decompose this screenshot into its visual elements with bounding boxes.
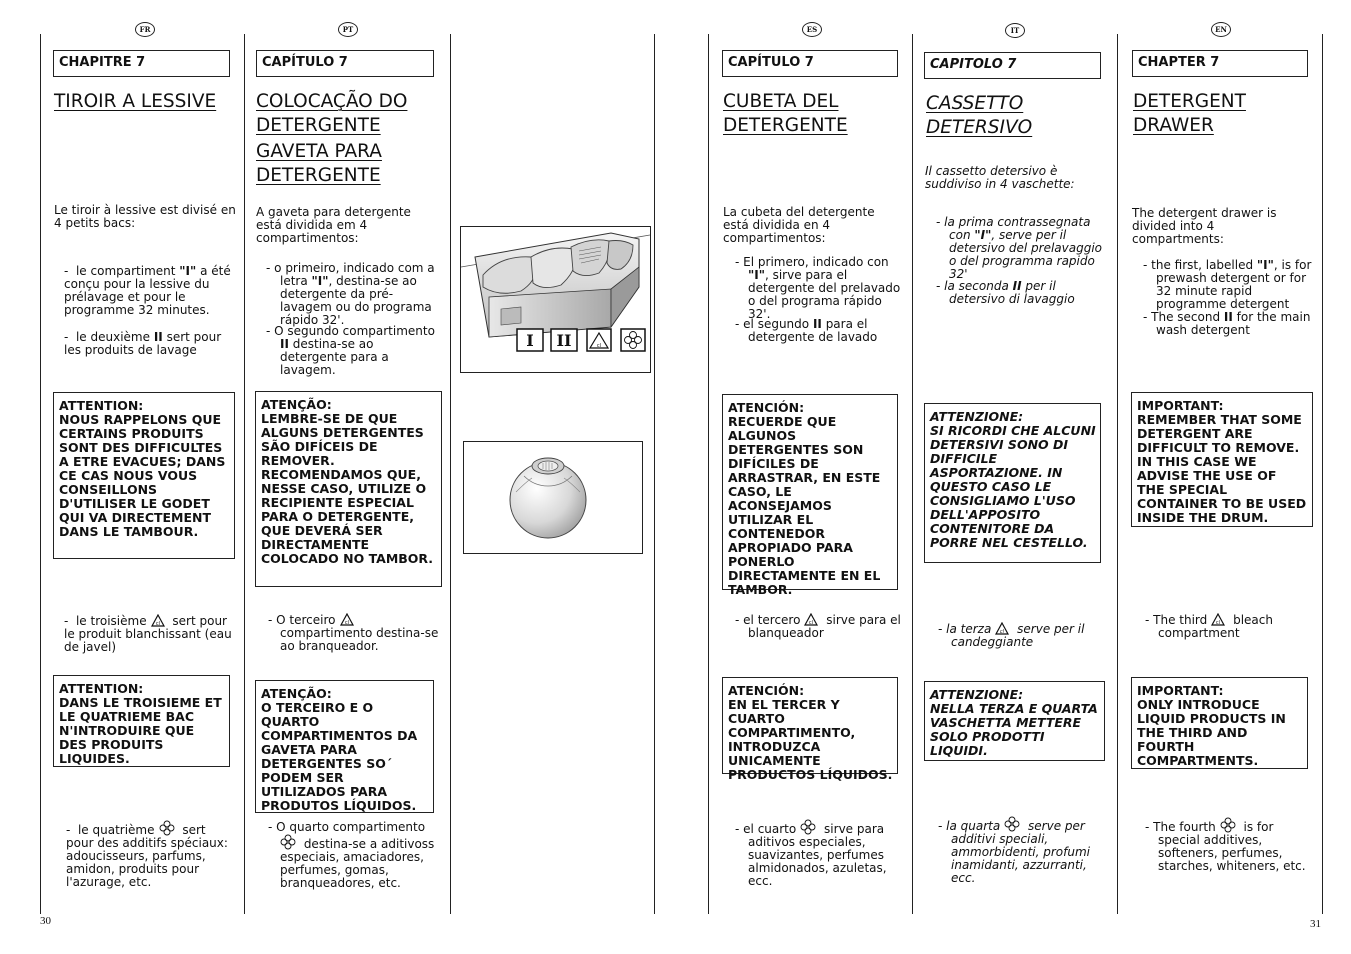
chapter-heading-es: CAPÍTULO 7 bbox=[722, 50, 898, 77]
column-rule bbox=[1322, 34, 1323, 914]
intro-it: Il cassetto detersivo è suddiviso in 4 vaschette: bbox=[925, 164, 1075, 191]
section-title-es: CUBETA DEL DETERGENTE bbox=[723, 91, 848, 136]
svg-text:cl: cl bbox=[809, 620, 814, 626]
warning-box-en-2: IMPORTANT: ONLY INTRODUCE LIQUID PRODUCTS IN THE THIRD AND FOURTH COMPARTMENTS. bbox=[1131, 677, 1308, 769]
section-title-fr: TIROIR A LESSIVE bbox=[54, 91, 217, 112]
flower-icon bbox=[159, 820, 175, 836]
intro-es: La cubeta del detergente está dividida en 4 compartimentos: bbox=[723, 205, 875, 245]
intro-en: The detergent drawer is divided into 4 compartments: bbox=[1132, 206, 1277, 246]
flag-es: ES bbox=[802, 22, 822, 37]
list-item-pt-2: - O segundo compartimento II destina-se ao detergente para a lavagem. bbox=[266, 324, 435, 377]
section-title-pt-2: GAVETA PARA DETERGENTE bbox=[256, 141, 382, 186]
intro-fr: Le tiroir à lessive est divisé en 4 petits bacs: bbox=[54, 203, 236, 230]
warning-box-fr-1: ATTENTION: NOUS RAPPELONS QUE CERTAINS PRODUITS SONT DES DIFFICULTES A ETRE EVACUES; DANS CE CAS NOUS VOUS CONSEILLONS D'UTILISER LE GODET QUI VA DIRECTEMENT DANS LE TAMBOUR. bbox=[53, 392, 235, 559]
warning-box-it-1: ATTENZIONE: SI RICORDI CHE ALCUNI DETERSIVI SONO DI DIFFICILE ASPORTAZIONE. IN QUESTO CASO LE CONSIGLIAMO L'USO DELL'APPOSITO CONTENITORE DA PORRE NEL CESTELLO. bbox=[924, 403, 1101, 563]
bleach-triangle-icon bbox=[1211, 613, 1225, 626]
drawer-label-1: I bbox=[526, 331, 534, 350]
flower-icon bbox=[1220, 817, 1236, 833]
chapter-heading-fr: CHAPITRE 7 bbox=[53, 50, 230, 77]
bleach-triangle-icon bbox=[804, 613, 818, 626]
bleach-triangle-icon bbox=[151, 614, 165, 627]
intro-pt: A gaveta para detergente está dividida em 4 compartimentos: bbox=[256, 205, 411, 245]
section-title-it: CASSETTO DETERSIVO bbox=[926, 93, 1033, 138]
flower-icon bbox=[800, 819, 816, 835]
list-item-en-1: - the first, labelled "I", is for prewash detergent or for 32 minute rapid programme detergent bbox=[1143, 258, 1312, 311]
column-rule bbox=[912, 34, 913, 914]
warning-box-it-2: ATTENZIONE: NELLA TERZA E QUARTA VASCHETTA METTERE SOLO PRODOTTI LIQUIDI. bbox=[924, 681, 1105, 761]
list-item-fr-4: - le quatrième sert pour des additifs spéciaux: adoucisseurs, parfums, amidon, produits pour l'azurage, etc. bbox=[66, 820, 236, 889]
dispenser-ball-illustration bbox=[463, 441, 643, 554]
column-rule bbox=[1117, 34, 1118, 914]
chapter-heading-en: CHAPTER 7 bbox=[1132, 50, 1308, 77]
column-rule bbox=[654, 34, 655, 914]
column-rule bbox=[708, 34, 709, 914]
list-item-pt-4: - O quarto compartimento destina-se a aditivoss especiais, amaciadores, perfumes, gomas, branqueadores, etc. bbox=[268, 820, 435, 890]
svg-text:cl: cl bbox=[1216, 620, 1221, 626]
flag-en: EN bbox=[1211, 22, 1231, 37]
svg-text:cl: cl bbox=[344, 620, 349, 626]
warning-box-pt-1: ATENÇÃO: LEMBRE-SE DE QUE ALGUNS DETERGENTES SÃO DIFÍCEIS DE REMOVER. RECOMENDAMOS QUE, NESSE CASO, UTILIZE O RECIPIENTE ESPECIAL PARA O DETERGENTE, QUE DEVERÁ SER DIRECTAMENTE COLOCADO NO TAMBOR. bbox=[255, 391, 442, 587]
column-rule bbox=[40, 34, 41, 914]
page-number-right: 31 bbox=[1310, 918, 1321, 930]
flag-it: IT bbox=[1005, 23, 1025, 38]
flower-icon bbox=[280, 834, 296, 850]
list-item-es-3: - el tercero cl sirve para el blanqueador bbox=[735, 613, 901, 640]
list-item-it-1: - la prima contrassegnata con "I", serve per il detersivo del prelavaggio o del programma rapido 32' bbox=[936, 215, 1102, 281]
detergent-drawer-illustration bbox=[460, 226, 651, 373]
list-item-pt-3: - O terceiro cl compartimento destina-se ao branqueador. bbox=[268, 613, 439, 653]
list-item-es-4: - el cuarto sirve para aditivos especiales, suavizantes, perfumes almidonados, azuletas, ecc. bbox=[735, 819, 905, 888]
list-item-en-2: - The second II for the main wash detergent bbox=[1143, 310, 1311, 337]
svg-text:cl: cl bbox=[596, 343, 602, 349]
warning-box-pt-2: ATENÇÃO: O TERCEIRO E O QUARTO COMPARTIMENTOS DA GAVETA PARA DETERGENTES SO´ PODEM SER UTILIZADOS PARA PRODUTOS LÍQUIDOS. bbox=[255, 680, 434, 813]
flag-fr: FR bbox=[135, 22, 155, 37]
section-title-pt-1: COLOCAÇÃO DO DETERGENTE bbox=[256, 91, 408, 136]
section-title-en: DETERGENT DRAWER bbox=[1133, 91, 1246, 136]
chapter-heading-pt: CAPÍTULO 7 bbox=[256, 50, 434, 77]
list-item-it-4: - la quarta serve per additivi speciali, ammorbidenti, profumi inamidanti, azzurranti, ecc. bbox=[938, 816, 1108, 885]
list-item-fr-2: - le deuxième II sert pour les produits de lavage bbox=[64, 330, 222, 357]
flower-icon bbox=[1004, 816, 1020, 832]
bleach-triangle-icon bbox=[995, 622, 1009, 635]
bleach-triangle-icon bbox=[340, 613, 354, 626]
list-item-it-3: - la terza cl serve per il candeggiante bbox=[938, 622, 1085, 649]
drawer-label-2: II bbox=[556, 331, 572, 350]
page-number-left: 30 bbox=[40, 915, 51, 927]
svg-text:cl: cl bbox=[155, 621, 160, 627]
list-item-en-4: - The fourth is for special additives, softeners, perfumes, starches, whiteners, etc. bbox=[1145, 817, 1313, 873]
list-item-fr-1: - le compartiment "I" a été conçu pour la lessive du prélavage et pour le programme 32 minutes. bbox=[64, 264, 231, 317]
warning-box-es-2: ATENCIÓN: EN EL TERCER Y CUARTO COMPARTIMENTO, INTRODUZCA UNICAMENTE PRODUCTOS LÍQUIDOS. bbox=[722, 677, 898, 774]
warning-box-en-1: IMPORTANT: REMEMBER THAT SOME DETERGENT ARE DIFFICULT TO REMOVE. IN THIS CASE WE ADVISE THE USE OF THE SPECIAL CONTAINER TO BE USED INSIDE THE DRUM. bbox=[1131, 392, 1313, 527]
warning-box-fr-2: ATTENTION: DANS LE TROISIEME ET LE QUATRIEME BAC N'INTRODUIRE QUE DES PRODUITS LIQUIDES. bbox=[53, 675, 230, 767]
column-rule bbox=[450, 34, 451, 914]
list-item-en-3: - The third cl bleach compartment bbox=[1145, 613, 1273, 640]
flag-pt: PT bbox=[338, 22, 358, 37]
chapter-heading-it: CAPITOLO 7 bbox=[924, 52, 1101, 79]
list-item-es-1: - El primero, indicado con "I", sirve para el detergente del prelavado o del programa rápido 32'. bbox=[735, 255, 901, 321]
list-item-pt-1: - o primeiro, indicado com a letra "I", destina-se ao detergente da pré-lavagem ou do programa rápido 32'. bbox=[266, 261, 435, 327]
warning-box-es-1: ATENCIÓN: RECUERDE QUE ALGUNOS DETERGENTES SON DIFÍCILES DE ARRASTRAR, EN ESTE CASO, LE ACONSEJAMOS UTILIZAR EL CONTENEDOR APROPIADO PARA PONERLO DIRECTAMENTE EN EL TAMBOR. bbox=[722, 394, 898, 590]
svg-text:cl: cl bbox=[1000, 629, 1005, 635]
list-item-fr-3: - le troisième cl sert pour le produit blanchissant (eau de javel) bbox=[64, 614, 232, 654]
column-rule bbox=[244, 34, 245, 914]
list-item-es-2: - el segundo II para el detergente de lavado bbox=[735, 317, 878, 344]
list-item-it-2: - la seconda II per il detersivo di lavaggio bbox=[936, 279, 1075, 306]
